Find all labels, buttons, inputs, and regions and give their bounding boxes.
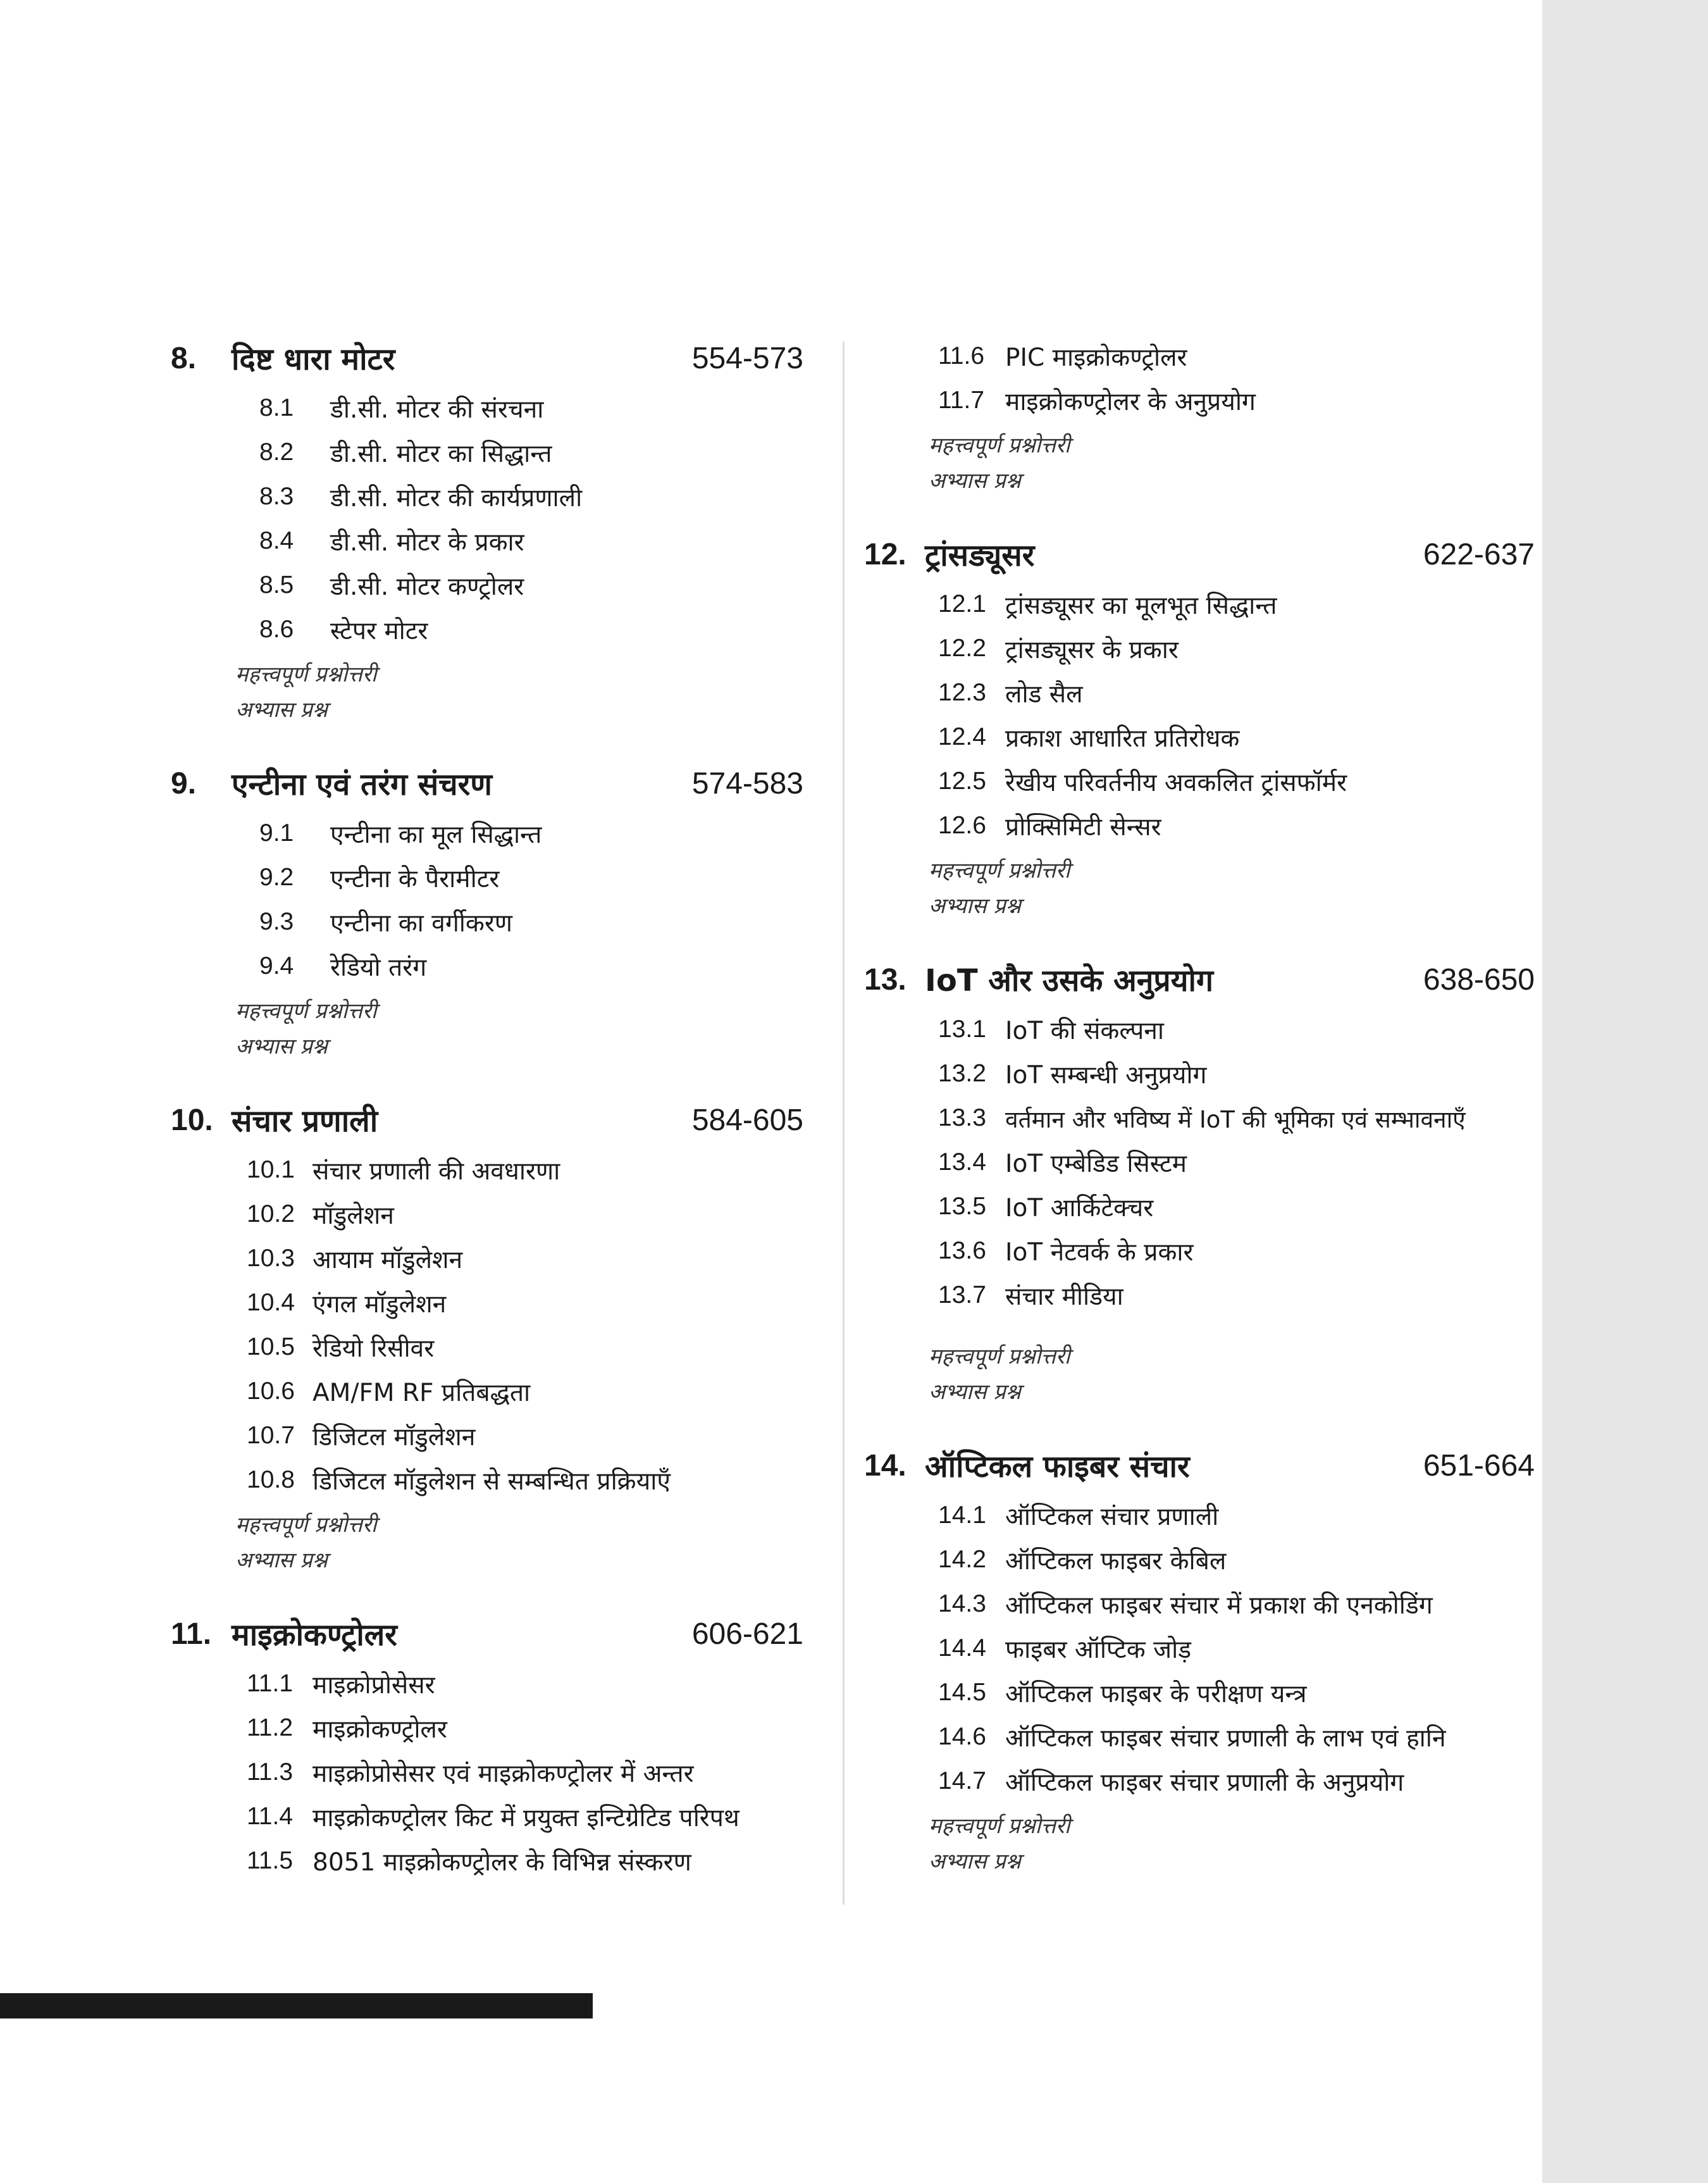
item-number: 14.7 xyxy=(938,1767,986,1794)
practice-questions-label: अभ्यास प्रश्न xyxy=(235,1548,328,1573)
toc-item[interactable] xyxy=(247,1458,803,1502)
item-number: 8.5 xyxy=(259,571,294,599)
item-title: AM/FM RF प्रतिबद्धता xyxy=(313,1378,531,1407)
chapter-title: ऑप्टिकल फाइबर संचार xyxy=(925,1448,1190,1484)
chapter-title: IoT और उसके अनुप्रयोग xyxy=(925,962,1213,998)
item-title: डिजिटल मॉडुलेशन xyxy=(313,1422,476,1452)
chapter-pages: 574-583 xyxy=(691,766,803,800)
toc-item[interactable] xyxy=(938,1185,1535,1229)
item-number: 10.4 xyxy=(247,1289,295,1316)
toc-item[interactable] xyxy=(938,626,1535,671)
chapter-title: दिष्ट धारा मोटर xyxy=(232,341,395,377)
item-title: डी.सी. मोटर की संरचना xyxy=(330,395,544,424)
item-number: 10.8 xyxy=(247,1466,295,1493)
toc-item[interactable] xyxy=(938,759,1535,804)
item-title: डी.सी. मोटर के प्रकार xyxy=(330,528,524,557)
toc-item[interactable] xyxy=(938,1670,1535,1715)
toc-item[interactable] xyxy=(938,378,1535,423)
toc-item[interactable] xyxy=(247,1148,803,1192)
toc-item[interactable] xyxy=(259,475,803,519)
chapter-pages: 622-637 xyxy=(1423,537,1535,571)
chapter-heading[interactable] xyxy=(171,759,803,807)
toc-item[interactable] xyxy=(247,1369,803,1414)
important-qa-label: महत्त्वपूर्ण प्रश्नोत्तरी xyxy=(235,1512,377,1538)
toc-item[interactable] xyxy=(259,855,803,900)
toc-item[interactable] xyxy=(247,1662,803,1706)
item-number: 11.5 xyxy=(247,1847,294,1874)
item-number: 12.1 xyxy=(938,590,986,618)
toc-item[interactable] xyxy=(259,607,803,652)
chapter-number: 12. xyxy=(864,537,907,571)
toc-item[interactable] xyxy=(247,1325,803,1369)
item-number: 14.3 xyxy=(938,1590,986,1617)
item-number: 12.3 xyxy=(938,679,986,706)
item-title: रेडियो रिसीवर xyxy=(313,1334,435,1363)
practice-questions-label: अभ्यास प्रश्न xyxy=(929,468,1021,494)
practice-questions-label: अभ्यास प्रश्न xyxy=(929,1849,1021,1874)
item-title: संचार मीडिया xyxy=(1005,1282,1123,1311)
practice-questions-label: अभ्यास प्रश्न xyxy=(235,1034,328,1059)
toc-item[interactable] xyxy=(938,1626,1535,1670)
item-title: आयाम मॉडुलेशन xyxy=(313,1245,463,1274)
item-title: फाइबर ऑप्टिक जोड़ xyxy=(1005,1635,1192,1664)
item-title: संचार प्रणाली की अवधारणा xyxy=(313,1157,560,1186)
chapter-heading[interactable] xyxy=(864,955,1535,1004)
toc-item[interactable] xyxy=(938,671,1535,715)
toc-item[interactable] xyxy=(938,1007,1535,1052)
item-title: माइक्रोकण्ट्रोलर किट में प्रयुक्त इन्टिग्रेटिड परिपथ xyxy=(313,1803,740,1832)
item-title: माइक्रोकण्ट्रोलर के अनुप्रयोग xyxy=(1005,387,1256,416)
practice-questions-label: अभ्यास प्रश्न xyxy=(929,1379,1021,1405)
toc-item[interactable] xyxy=(938,1759,1535,1803)
chapter-pages: 554-573 xyxy=(691,341,803,375)
chapter-title: माइक्रोकण्ट्रोलर xyxy=(232,1617,397,1653)
item-number: 13.2 xyxy=(938,1060,986,1087)
toc-item[interactable] xyxy=(938,334,1535,378)
chapter-number: 14. xyxy=(864,1448,907,1483)
item-title: डिजिटल मॉडुलेशन से सम्बन्धित प्रक्रियाएँ xyxy=(313,1467,671,1496)
item-number: 9.2 xyxy=(259,864,294,891)
toc-item[interactable] xyxy=(938,582,1535,626)
toc-chapter-11 xyxy=(171,1610,803,1883)
item-number: 13.6 xyxy=(938,1237,986,1264)
item-number: 13.7 xyxy=(938,1281,986,1309)
chapter-heading[interactable] xyxy=(171,334,803,382)
toc-chapter-10 xyxy=(171,1096,803,1578)
toc-item[interactable] xyxy=(247,1794,803,1839)
item-title: ऑप्टिकल फाइबर संचार प्रणाली के लाभ एवं हानि xyxy=(1005,1724,1446,1753)
item-number: 8.4 xyxy=(259,527,294,554)
practice-questions-label: अभ्यास प्रश्न xyxy=(929,893,1021,919)
chapter-heading[interactable] xyxy=(864,1441,1535,1490)
item-number: 14.6 xyxy=(938,1723,986,1750)
item-title: IoT एम्बेडिड सिस्टम xyxy=(1005,1149,1187,1178)
toc-chapter-8 xyxy=(171,334,803,728)
toc-item[interactable] xyxy=(247,1192,803,1236)
item-number: 8.3 xyxy=(259,483,294,510)
important-qa-label: महत्त्वपूर्ण प्रश्नोत्तरी xyxy=(235,998,377,1024)
toc-chapter-9 xyxy=(171,759,803,1064)
toc-item[interactable] xyxy=(938,1715,1535,1759)
toc-item[interactable] xyxy=(938,715,1535,759)
item-number: 10.3 xyxy=(247,1245,295,1272)
item-number: 8.2 xyxy=(259,438,294,466)
item-number: 10.6 xyxy=(247,1378,295,1405)
item-number: 13.3 xyxy=(938,1104,986,1131)
item-title: ट्रांसड्यूसर का मूलभूत सिद्धान्त xyxy=(1005,591,1277,620)
item-number: 14.5 xyxy=(938,1679,986,1706)
toc-chapter-11-continued xyxy=(864,334,1535,499)
item-number: 10.1 xyxy=(247,1156,295,1183)
item-number: 11.2 xyxy=(247,1714,294,1741)
item-title: एन्टीना के पैरामीटर xyxy=(330,864,500,893)
item-title: PIC माइक्रोकण्ट्रोलर xyxy=(1005,343,1187,372)
item-title: माइक्रोप्रोसेसर एवं माइक्रोकण्ट्रोलर में अन्तर xyxy=(313,1759,694,1788)
item-title: लोड सैल xyxy=(1005,680,1083,709)
chapter-heading[interactable] xyxy=(864,530,1535,578)
item-title: ऑप्टिकल फाइबर संचार प्रणाली के अनुप्रयोग xyxy=(1005,1768,1404,1797)
item-title: रेखीय परिवर्तनीय अवकलित ट्रांसफॉर्मर xyxy=(1005,768,1347,797)
chapter-number: 9. xyxy=(171,766,197,800)
toc-item[interactable] xyxy=(259,900,803,944)
item-title: मॉडुलेशन xyxy=(313,1201,394,1230)
chapter-title: ट्रांसड्यूसर xyxy=(925,537,1035,573)
item-number: 14.4 xyxy=(938,1634,986,1662)
important-qa-label: महत्त्वपूर्ण प्रश्नोत्तरी xyxy=(929,858,1070,883)
item-number: 9.4 xyxy=(259,952,294,980)
item-title: ऑप्टिकल फाइबर संचार में प्रकाश की एनकोडिंग xyxy=(1005,1591,1433,1620)
toc-item[interactable] xyxy=(938,1096,1535,1140)
important-qa-label: महत्त्वपूर्ण प्रश्नोत्तरी xyxy=(929,1344,1070,1369)
item-number: 11.7 xyxy=(938,387,985,414)
toc-chapter-14 xyxy=(864,1441,1535,1879)
toc-item[interactable] xyxy=(259,430,803,475)
chapter-title: संचार प्रणाली xyxy=(232,1103,378,1139)
toc-item[interactable] xyxy=(938,1493,1535,1538)
toc-item[interactable] xyxy=(247,1236,803,1281)
toc-item[interactable] xyxy=(938,1273,1535,1317)
toc-item[interactable] xyxy=(247,1706,803,1750)
item-title: प्रकाश आधारित प्रतिरोधक xyxy=(1005,724,1240,753)
item-number: 8.1 xyxy=(259,394,294,421)
important-qa-label: महत्त्वपूर्ण प्रश्नोत्तरी xyxy=(235,662,377,687)
item-title: एन्टीना का मूल सिद्धान्त xyxy=(330,820,542,849)
item-number: 9.3 xyxy=(259,908,294,935)
toc-left-column xyxy=(171,334,803,1915)
chapter-pages: 651-664 xyxy=(1423,1448,1535,1483)
item-number: 12.6 xyxy=(938,812,986,839)
toc-item[interactable] xyxy=(259,386,803,430)
toc-item[interactable] xyxy=(938,1140,1535,1185)
item-title: ट्रांसड्यूसर के प्रकार xyxy=(1005,635,1179,664)
toc-chapter-12 xyxy=(864,530,1535,924)
item-number: 13.4 xyxy=(938,1148,986,1176)
toc-item[interactable] xyxy=(259,519,803,563)
footer-bar xyxy=(0,1993,593,2018)
toc-item[interactable] xyxy=(938,1538,1535,1582)
item-number: 8.6 xyxy=(259,616,294,643)
item-title: माइक्रोप्रोसेसर xyxy=(313,1670,435,1700)
item-title: एन्टीना का वर्गीकरण xyxy=(330,909,513,938)
item-title: डी.सी. मोटर का सिद्धान्त xyxy=(330,439,552,468)
toc-item[interactable] xyxy=(259,811,803,855)
item-title: ऑप्टिकल फाइबर केबिल xyxy=(1005,1546,1227,1576)
item-number: 11.6 xyxy=(938,342,985,370)
item-number: 12.2 xyxy=(938,635,986,662)
item-title: 8051 माइक्रोकण्ट्रोलर के विभिन्न संस्करण xyxy=(313,1848,691,1877)
important-qa-label: महत्त्वपूर्ण प्रश्नोत्तरी xyxy=(929,433,1070,458)
chapter-number: 10. xyxy=(171,1103,213,1137)
toc-item[interactable] xyxy=(938,1229,1535,1273)
toc-item[interactable] xyxy=(938,804,1535,848)
item-title: IoT सम्बन्धी अनुप्रयोग xyxy=(1005,1060,1207,1090)
item-title: IoT की संकल्पना xyxy=(1005,1016,1164,1045)
item-number: 9.1 xyxy=(259,819,294,847)
chapter-heading[interactable] xyxy=(171,1610,803,1658)
toc-item[interactable] xyxy=(259,944,803,988)
chapter-pages: 584-605 xyxy=(691,1103,803,1137)
item-title: IoT नेटवर्क के प्रकार xyxy=(1005,1238,1194,1267)
chapter-number: 11. xyxy=(171,1617,212,1651)
item-number: 13.1 xyxy=(938,1016,986,1043)
chapter-number: 13. xyxy=(864,962,907,997)
item-number: 14.1 xyxy=(938,1502,986,1529)
practice-questions-label: अभ्यास प्रश्न xyxy=(235,697,328,723)
item-title: ऑप्टिकल फाइबर के परीक्षण यन्त्र xyxy=(1005,1679,1307,1708)
toc-item[interactable] xyxy=(938,1582,1535,1626)
item-title: माइक्रोकण्ट्रोलर xyxy=(313,1715,447,1744)
chapter-pages: 638-650 xyxy=(1423,962,1535,997)
toc-chapter-13 xyxy=(864,955,1535,1410)
item-number: 10.2 xyxy=(247,1200,295,1228)
side-margin-band xyxy=(1542,0,1708,2183)
item-number: 11.3 xyxy=(247,1758,294,1786)
item-title: रेडियो तरंग xyxy=(330,953,427,982)
item-number: 11.4 xyxy=(247,1803,294,1830)
important-qa-label: महत्त्वपूर्ण प्रश्नोत्तरी xyxy=(929,1813,1070,1839)
item-number: 13.5 xyxy=(938,1193,986,1220)
item-title: एंगल मॉडुलेशन xyxy=(313,1290,447,1319)
toc-item[interactable] xyxy=(938,1052,1535,1096)
item-title: ऑप्टिकल संचार प्रणाली xyxy=(1005,1502,1219,1531)
item-number: 12.5 xyxy=(938,768,986,795)
chapter-number: 8. xyxy=(171,341,197,375)
item-title: IoT आर्किटेक्चर xyxy=(1005,1193,1154,1222)
toc-item[interactable] xyxy=(247,1281,803,1325)
toc-item[interactable] xyxy=(259,563,803,607)
toc-right-column xyxy=(864,334,1535,1911)
item-title: डी.सी. मोटर कण्ट्रोलर xyxy=(330,572,524,601)
chapter-title: एन्टीना एवं तरंग संचरण xyxy=(232,766,492,802)
item-title: स्टेपर मोटर xyxy=(330,616,428,645)
item-number: 10.7 xyxy=(247,1422,295,1449)
toc-item[interactable] xyxy=(247,1414,803,1458)
toc-item[interactable] xyxy=(247,1750,803,1794)
item-title: वर्तमान और भविष्य में IoT की भूमिका एवं सम्भावनाएँ xyxy=(1005,1105,1466,1133)
item-number: 10.5 xyxy=(247,1333,295,1360)
item-title: डी.सी. मोटर की कार्यप्रणाली xyxy=(330,483,583,513)
item-number: 14.2 xyxy=(938,1546,986,1573)
item-number: 11.1 xyxy=(247,1670,294,1697)
chapter-pages: 606-621 xyxy=(691,1617,803,1651)
toc-item[interactable] xyxy=(247,1839,803,1883)
item-title: प्रोक्सिमिटी सेन्सर xyxy=(1005,812,1161,842)
chapter-heading[interactable] xyxy=(171,1096,803,1144)
column-divider xyxy=(843,342,845,1905)
item-number: 12.4 xyxy=(938,723,986,750)
